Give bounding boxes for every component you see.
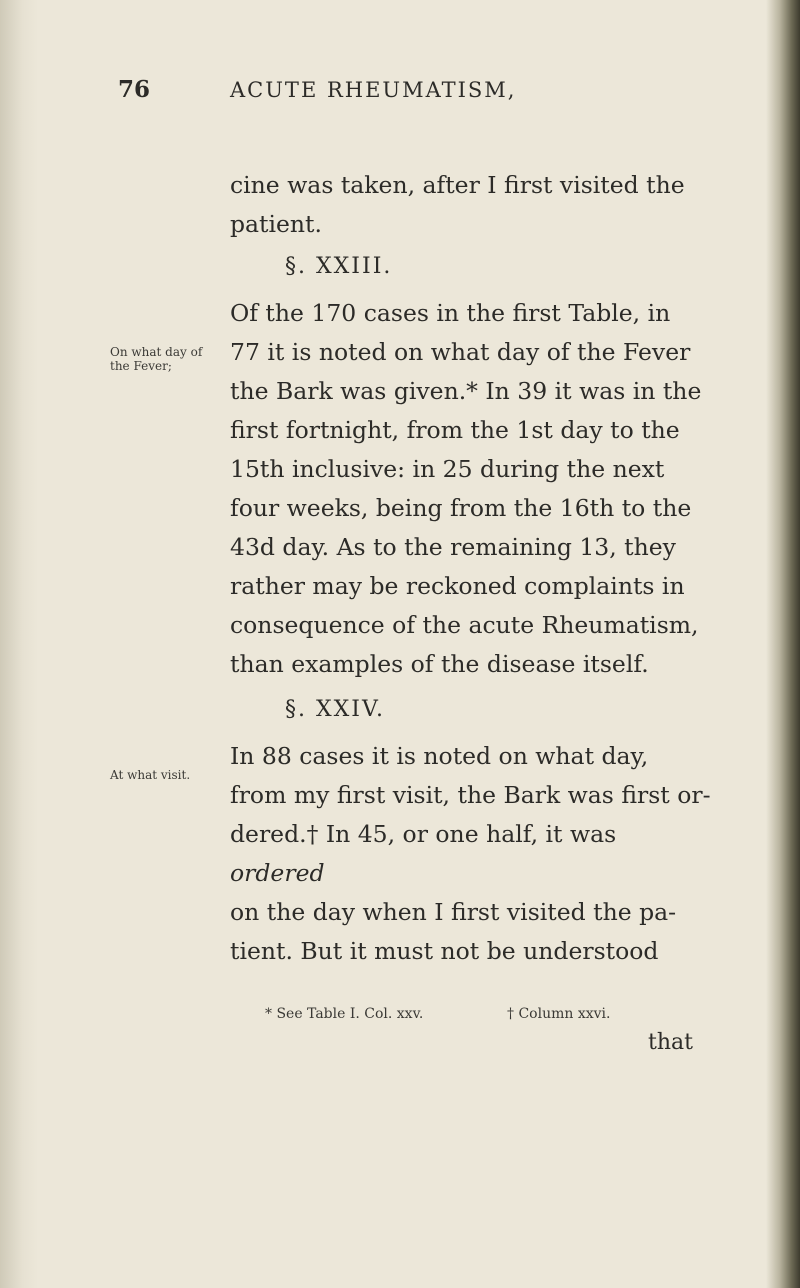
catchword: that [648,1030,693,1055]
text-line: on the day when I first visited the pa- [230,898,677,926]
text-line: first fortnight, from the 1st day to the [230,416,680,444]
footnote-2: † Column xxvi. [507,1006,611,1022]
running-head: ACUTE RHEUMATISM, [230,78,517,102]
text-line: consequence of the acute Rheumatism, [230,611,699,639]
page-edge-right [766,0,800,1288]
text-line: than examples of the disease itself. [230,650,649,678]
text-line: Of the 170 cases in the first Table, in [230,299,671,327]
continuation-text [230,166,712,244]
section-xxiii-body [230,294,712,684]
section-xxiv-body [230,737,712,971]
text-line: from my first visit, the Bark was first or- [230,781,711,809]
text-line [230,815,712,893]
text-line: tient. But it must not be understood [230,937,659,965]
section-heading-xxiii: §. XXIII. [285,254,393,279]
text-line: 15th inclusive: in 25 during the next [230,455,665,483]
page-edge-left [0,0,38,1288]
text-line: 43d day. As to the remaining 13, they [230,533,676,561]
page-number: 76 [118,76,151,103]
margin-note-visit: At what visit. [110,768,191,782]
text-line: patient. [230,210,322,238]
text-line: 77 it is noted on what day of the Fever [230,338,691,366]
text-line: the Bark was given.* In 39 it was in the [230,377,702,405]
italic-word: ordered [230,859,325,887]
text-line-start: dered.† In 45, or one half, it was [230,820,617,848]
text-line: In 88 cases it is noted on what day, [230,742,649,770]
text-line: four weeks, being from the 16th to the [230,494,692,522]
footnote-1: * See Table I. Col. xxv. [265,1006,424,1022]
text-line: rather may be reckoned complaints in [230,572,685,600]
section-heading-xxiv: §. XXIV. [285,697,386,722]
margin-note-fever: On what day of the Fever; [110,345,203,373]
text-line: cine was taken, after I first visited the [230,171,685,199]
page-header [118,76,678,110]
